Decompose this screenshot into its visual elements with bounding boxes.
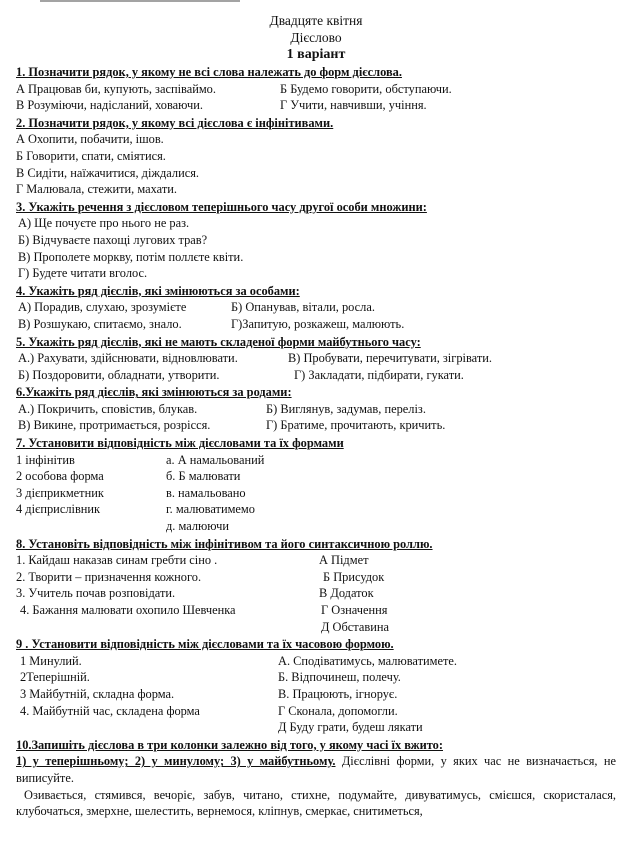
role-item: Б Присудок	[323, 569, 385, 584]
option-v: В) Прополете моркву, потім поллєте квіти.	[18, 249, 244, 264]
option-g: Г Малювала, стежити, махати.	[16, 182, 177, 197]
option-a: А Працював би, купують, заспіваймо.	[16, 81, 216, 96]
form-item-empty	[16, 518, 166, 535]
tense-item: 4. Майбутній час, складена форма	[20, 703, 200, 718]
verb-item: а. А намальований	[166, 452, 265, 467]
sentence-item: 4. Бажання малювати охопило Шевченка	[20, 603, 236, 617]
tense-item-empty	[16, 719, 278, 736]
question-3-title: 3. Укажіть речення з дієсловом теперішнього часу другої особи множини:	[16, 199, 427, 214]
question-8-row-5	[16, 619, 616, 636]
question-5-options-row-2	[16, 367, 616, 384]
option-a: А.) Рахувати, здійснювати, відновлювати.	[18, 351, 238, 366]
verb-item: г. малюватимемо	[166, 502, 255, 517]
form-item: 4 дієприслівник	[16, 502, 101, 517]
question-9-row-5	[16, 719, 616, 736]
sentence-item: 2. Творити – призначення кожного.	[16, 569, 202, 584]
role-item: В Додаток	[319, 586, 374, 601]
question-6-options-row-1	[16, 401, 616, 418]
option-g: Г) Братиме, прочитають, кричить.	[266, 418, 446, 433]
option-v: В) Пробувати, перечитувати, зігрівати.	[288, 351, 492, 366]
option-a: А) Порадив, слухаю, зрозумієте	[18, 300, 187, 315]
question-6-title: 6.Укажіть ряд дієслів, які змінюються за родами:	[16, 385, 292, 400]
verb-item: д. малюючи	[166, 519, 229, 534]
sentence-item-empty	[16, 619, 321, 636]
option-b: Б Будемо говорити, обступаючи.	[280, 81, 452, 96]
verb-item: А. Сподіватимусь, малюватимете.	[278, 653, 457, 668]
question-5-title: 5. Укажіть ряд дієслів, які не мають складеної форми майбутнього часу:	[16, 334, 421, 349]
verb-item: Д Буду грати, будеш лякати	[278, 720, 423, 735]
question-2-title: 2. Позначити рядок, у якому всі дієслова є інфінітивами.	[16, 115, 334, 130]
tense-item: 1 Минулий.	[20, 653, 82, 668]
question-8-row-2	[16, 569, 616, 586]
option-g: Г) Будете читати вголос.	[18, 266, 148, 281]
question-9-row-4	[16, 703, 616, 720]
scan-edge-mark	[40, 0, 240, 2]
option-g: Г Учити, навчивши, учіння.	[280, 98, 427, 113]
question-8-row-1	[16, 552, 616, 569]
option-b: Б) Опанував, вітали, росла.	[231, 300, 375, 315]
subject-title: Дієслово	[290, 30, 342, 45]
question-8-row-4	[16, 602, 616, 619]
form-item: 1 інфінітив	[16, 452, 75, 467]
sentence-item: 1. Кайдаш наказав синам гребти сіно .	[16, 553, 218, 568]
option-g: Г) Закладати, підбирати, гукати.	[294, 367, 464, 382]
option-a: А.) Покричить, сповістив, блукав.	[18, 401, 198, 416]
sentence-item: 3. Учитель почав розповідати.	[16, 586, 176, 601]
question-10-word-list: Озивається, стямився, вечоріє, забув, читано, стихне, подумайте, дивуватимусь, смієшся, скористалася, клубочаться, змерхне, шелестить, вернемося, кліпнув, смеркає, снитиметься,	[16, 787, 616, 819]
worksheet	[16, 12, 616, 820]
option-v: В) Розшукаю, спитаємо, знало.	[18, 316, 182, 331]
role-item: А Підмет	[319, 553, 369, 568]
verb-item: б. Б малювати	[166, 469, 241, 484]
question-9-title: 9 . Установити відповідність між дієсловами та їх часовою формою.	[16, 637, 394, 652]
option-b: Б Говорити, спати, сміятися.	[16, 148, 166, 163]
question-1-title: 1. Позначити рядок, у якому не всі слова належать до форм дієслова.	[16, 65, 402, 79]
question-1-options-row-2	[16, 97, 616, 114]
tense-item: 2Теперішній.	[20, 670, 90, 685]
question-4-options-row-2	[16, 316, 616, 333]
option-v: В Сидіти, наїжачитися, діждалися.	[16, 165, 200, 180]
option-b: Б) Виглянув, задумав, переліз.	[266, 401, 426, 416]
option-g: Г)Запитую, розкажеш, малюють.	[231, 316, 405, 331]
option-a: А Охопити, побачити, ішов.	[16, 132, 164, 147]
option-b: Б) Відчуваєте пахощі лугових трав?	[18, 232, 208, 247]
question-10-title: 10.Запишіть дієслова в три колонки залежно від того, у якому часі їх вжито:	[16, 737, 443, 752]
question-10-subtitle: 1) у теперішньому; 2) у минулому; 3) у майбутньому.	[16, 754, 336, 769]
question-10-instruction: Дієслівні форми, у яких час не визначається, не виписуйте.	[16, 754, 616, 785]
question-7-title: 7. Установити відповідність між дієсловами та їх формами	[16, 436, 344, 451]
question-9-row-1	[16, 653, 616, 670]
form-item: 2 особова форма	[16, 469, 104, 484]
option-a: А) Ще почуєте про нього не раз.	[18, 216, 190, 231]
form-item: 3 дієприкметник	[16, 485, 104, 500]
question-4-title: 4. Укажіть ряд дієслів, які змінюються за особами:	[16, 283, 300, 298]
page-title: Двадцяте квітня	[269, 13, 363, 28]
option-b: Б) Поздоровити, обладнати, утворити.	[18, 367, 220, 382]
question-9-row-3	[16, 686, 616, 703]
role-item: Г Означення	[321, 603, 388, 617]
question-9-row-2	[16, 669, 616, 686]
question-7-row-1	[16, 452, 616, 469]
verb-item: Г Сконала, допомогли.	[278, 703, 398, 718]
question-7-row-4	[16, 501, 616, 518]
tense-item: 3 Майбутній, складна форма.	[20, 686, 175, 701]
question-7-row-3	[16, 485, 616, 502]
variant-title: 1 варіант	[286, 47, 346, 62]
question-10-task	[16, 753, 616, 786]
verb-item: В. Працюють, ігнорує.	[278, 686, 398, 701]
option-v: В) Викине, протримається, розрісся.	[18, 418, 211, 433]
question-8-title: 8. Установіть відповідність між інфінітивом та його синтаксичною роллю.	[16, 536, 433, 551]
verb-item: Б. Відпочинеш, полечу.	[278, 670, 401, 685]
question-7-row-2	[16, 468, 616, 485]
question-8-row-3	[16, 585, 616, 602]
question-6-options-row-2	[16, 417, 616, 434]
question-5-options-row-1	[16, 350, 616, 367]
verb-item: в. намальовано	[166, 485, 246, 500]
question-7-row-5	[16, 518, 616, 535]
role-item: Д Обставина	[321, 619, 389, 634]
question-4-options-row-1	[16, 299, 616, 316]
option-v: В Розуміючи, надісланий, ховаючи.	[16, 98, 203, 113]
question-1-options-row-1	[16, 81, 616, 98]
